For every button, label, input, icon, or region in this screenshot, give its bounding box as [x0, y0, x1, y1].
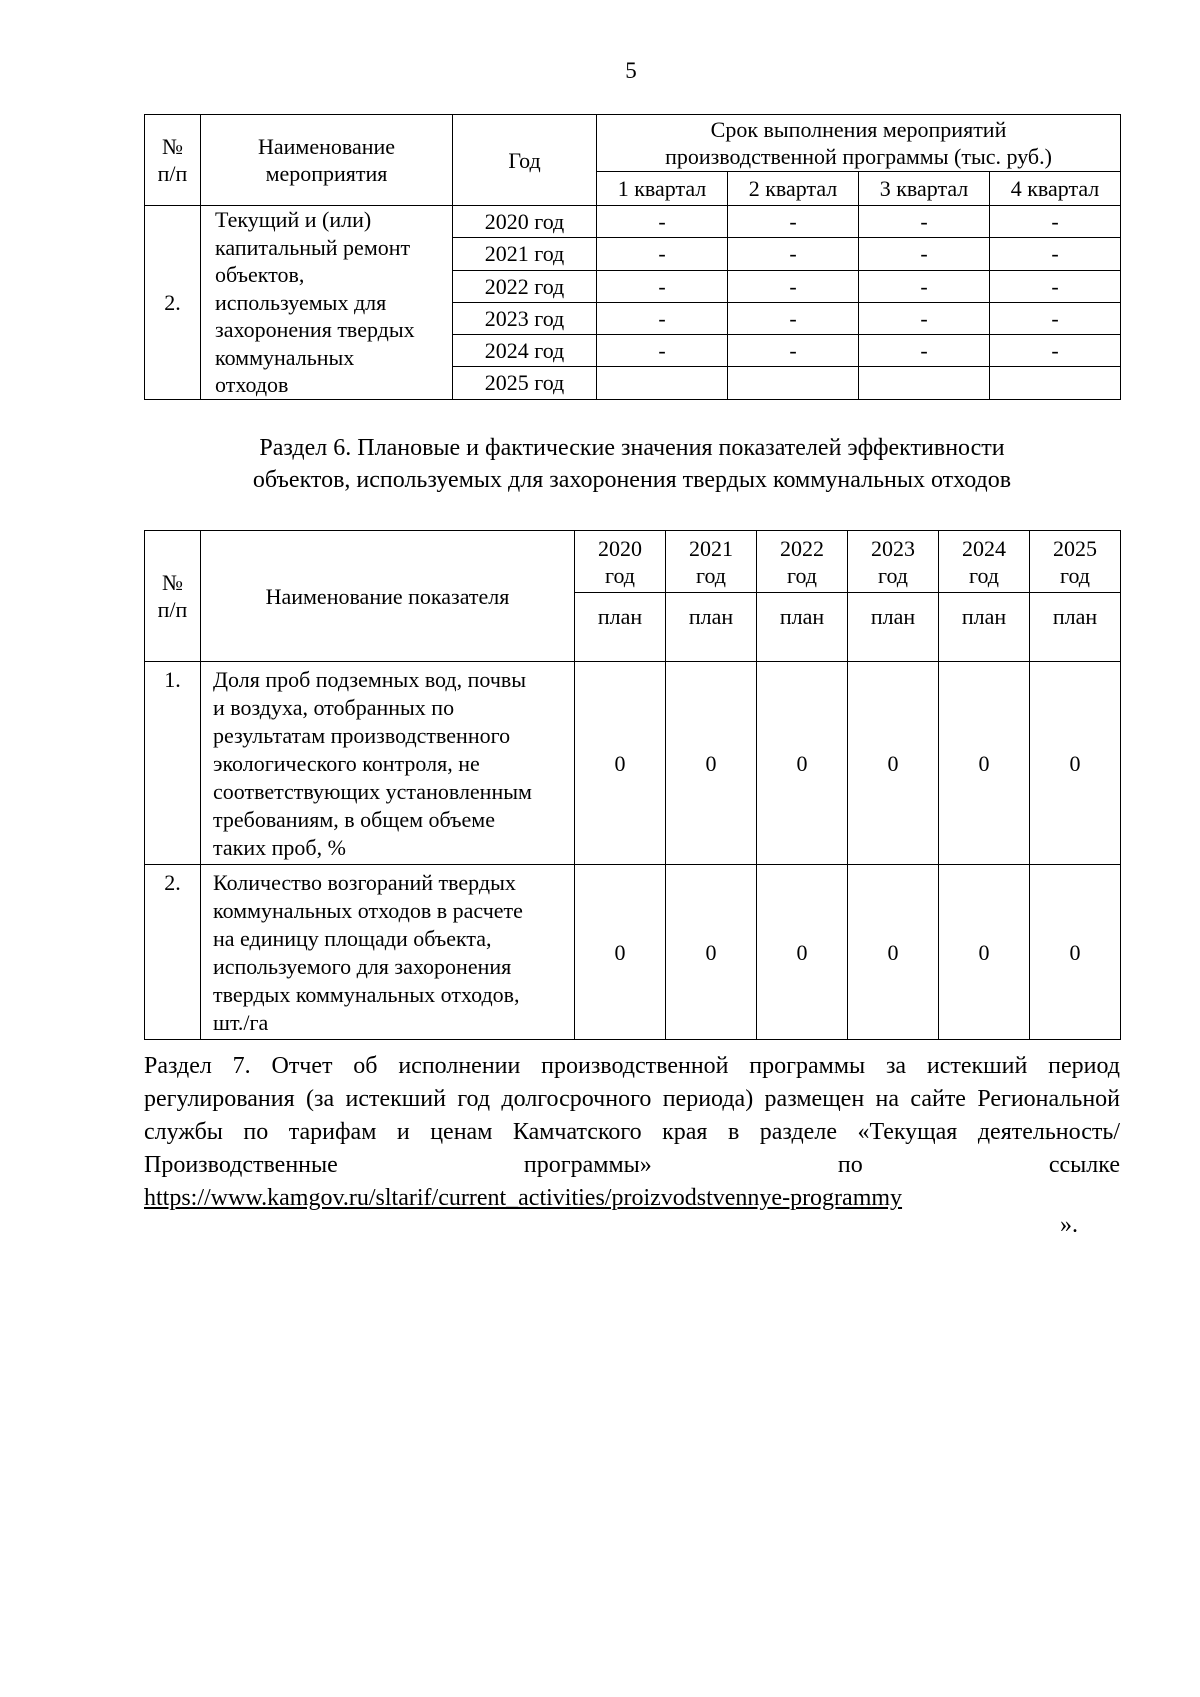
value-cell: 0 [666, 865, 757, 1040]
value-cell: - [597, 270, 728, 302]
value-cell: - [990, 270, 1121, 302]
value-cell: - [597, 206, 728, 238]
value-cell: 0 [757, 662, 848, 865]
value-cell: - [990, 238, 1121, 270]
header-quarter-1: 1 квартал [597, 172, 728, 206]
value-cell [859, 367, 990, 399]
table-row [145, 206, 1121, 238]
value-cell: - [859, 270, 990, 302]
header-year: 2020 год [575, 531, 666, 593]
year-cell: 2020 год [453, 206, 597, 238]
table-row [145, 865, 1121, 1040]
header-plan: план [1030, 593, 1121, 662]
value-cell [728, 367, 859, 399]
value-cell: - [728, 302, 859, 334]
page-number: 5 [625, 58, 637, 83]
header-quarter-2: 2 квартал [728, 172, 859, 206]
year-cell: 2021 год [453, 238, 597, 270]
header-plan: план [666, 593, 757, 662]
header-quarter-4: 4 квартал [990, 172, 1121, 206]
value-cell: - [990, 302, 1121, 334]
year-cell: 2023 год [453, 302, 597, 334]
value-cell: - [990, 206, 1121, 238]
table-row [145, 662, 1121, 865]
value-cell: - [859, 206, 990, 238]
header-plan: план [575, 593, 666, 662]
header-year: 2022 год [757, 531, 848, 593]
value-cell: 0 [1030, 662, 1121, 865]
value-cell: - [859, 335, 990, 367]
row-name: Текущий и (или) капитальный ремонт объектов, используемых для захоронения твердых коммунальных отходов [201, 206, 453, 400]
row-num: 2. [145, 206, 201, 400]
value-cell [990, 367, 1121, 399]
header-indicator-name: Наименование показателя [201, 531, 575, 662]
value-cell: 0 [939, 662, 1030, 865]
value-cell: 0 [848, 662, 939, 865]
header-year: 2024 год [939, 531, 1030, 593]
program-schedule-table [144, 114, 1121, 400]
efficiency-indicators-table [144, 530, 1121, 1040]
header-name: Наименование мероприятия [201, 115, 453, 206]
closing-quote: ». [1060, 1212, 1078, 1238]
header-plan: план [939, 593, 1030, 662]
header-period: Срок выполнения мероприятий производственной программы (тыс. руб.) [597, 115, 1121, 172]
value-cell: 0 [575, 662, 666, 865]
value-cell: 0 [666, 662, 757, 865]
value-cell: - [728, 335, 859, 367]
header-num: № п/п [145, 531, 201, 662]
value-cell: 0 [939, 865, 1030, 1040]
header-num: № п/п [145, 115, 201, 206]
header-plan: план [848, 593, 939, 662]
value-cell: - [990, 335, 1121, 367]
year-cell: 2025 год [453, 367, 597, 399]
value-cell [597, 367, 728, 399]
year-cell: 2024 год [453, 335, 597, 367]
row-num: 2. [145, 865, 201, 1040]
value-cell: - [597, 238, 728, 270]
row-num: 1. [145, 662, 201, 865]
value-cell: 0 [1030, 865, 1121, 1040]
header-quarter-3: 3 квартал [859, 172, 990, 206]
value-cell: - [728, 206, 859, 238]
value-cell: - [859, 302, 990, 334]
year-cell: 2022 год [453, 270, 597, 302]
value-cell: - [859, 238, 990, 270]
section-7-paragraph [144, 1050, 1120, 1215]
header-plan: план [757, 593, 848, 662]
value-cell: - [728, 238, 859, 270]
header-year: 2021 год [666, 531, 757, 593]
header-year: Год [453, 115, 597, 206]
value-cell: - [597, 302, 728, 334]
header-year: 2023 год [848, 531, 939, 593]
value-cell: 0 [757, 865, 848, 1040]
value-cell: - [597, 335, 728, 367]
value-cell: 0 [575, 865, 666, 1040]
section-7-text: Раздел 7. Отчет об исполнении производственной программы за истекший период регулирования (за истекший год долгосрочного периода) размещен на сайте Региональной службы по тарифам и ценам Камчатского края в разделе «Текущая деятельность/Производственные программы» по ссылке [144, 1053, 1120, 1178]
value-cell: 0 [848, 865, 939, 1040]
value-cell: - [728, 270, 859, 302]
indicator-name: Доля проб подземных вод, почвы и воздуха, отобранных по результатам производственного экологического контроля, не соответствующих установленным требованиям, в общем объеме таких проб, % [201, 662, 575, 865]
report-link[interactable]: https://www.kamgov.ru/sltarif/current_activities/proizvodstvennye-programmy [144, 1185, 903, 1211]
section-6-title: Раздел 6. Плановые и фактические значения показателей эффективности объектов, используемых для захоронения твердых коммунальных отходов [252, 435, 1012, 493]
header-year: 2025 год [1030, 531, 1121, 593]
indicator-name: Количество возгораний твердых коммунальных отходов в расчете на единицу площади объекта, используемого для захоронения твердых коммунальных отходов, шт./га [201, 865, 575, 1040]
